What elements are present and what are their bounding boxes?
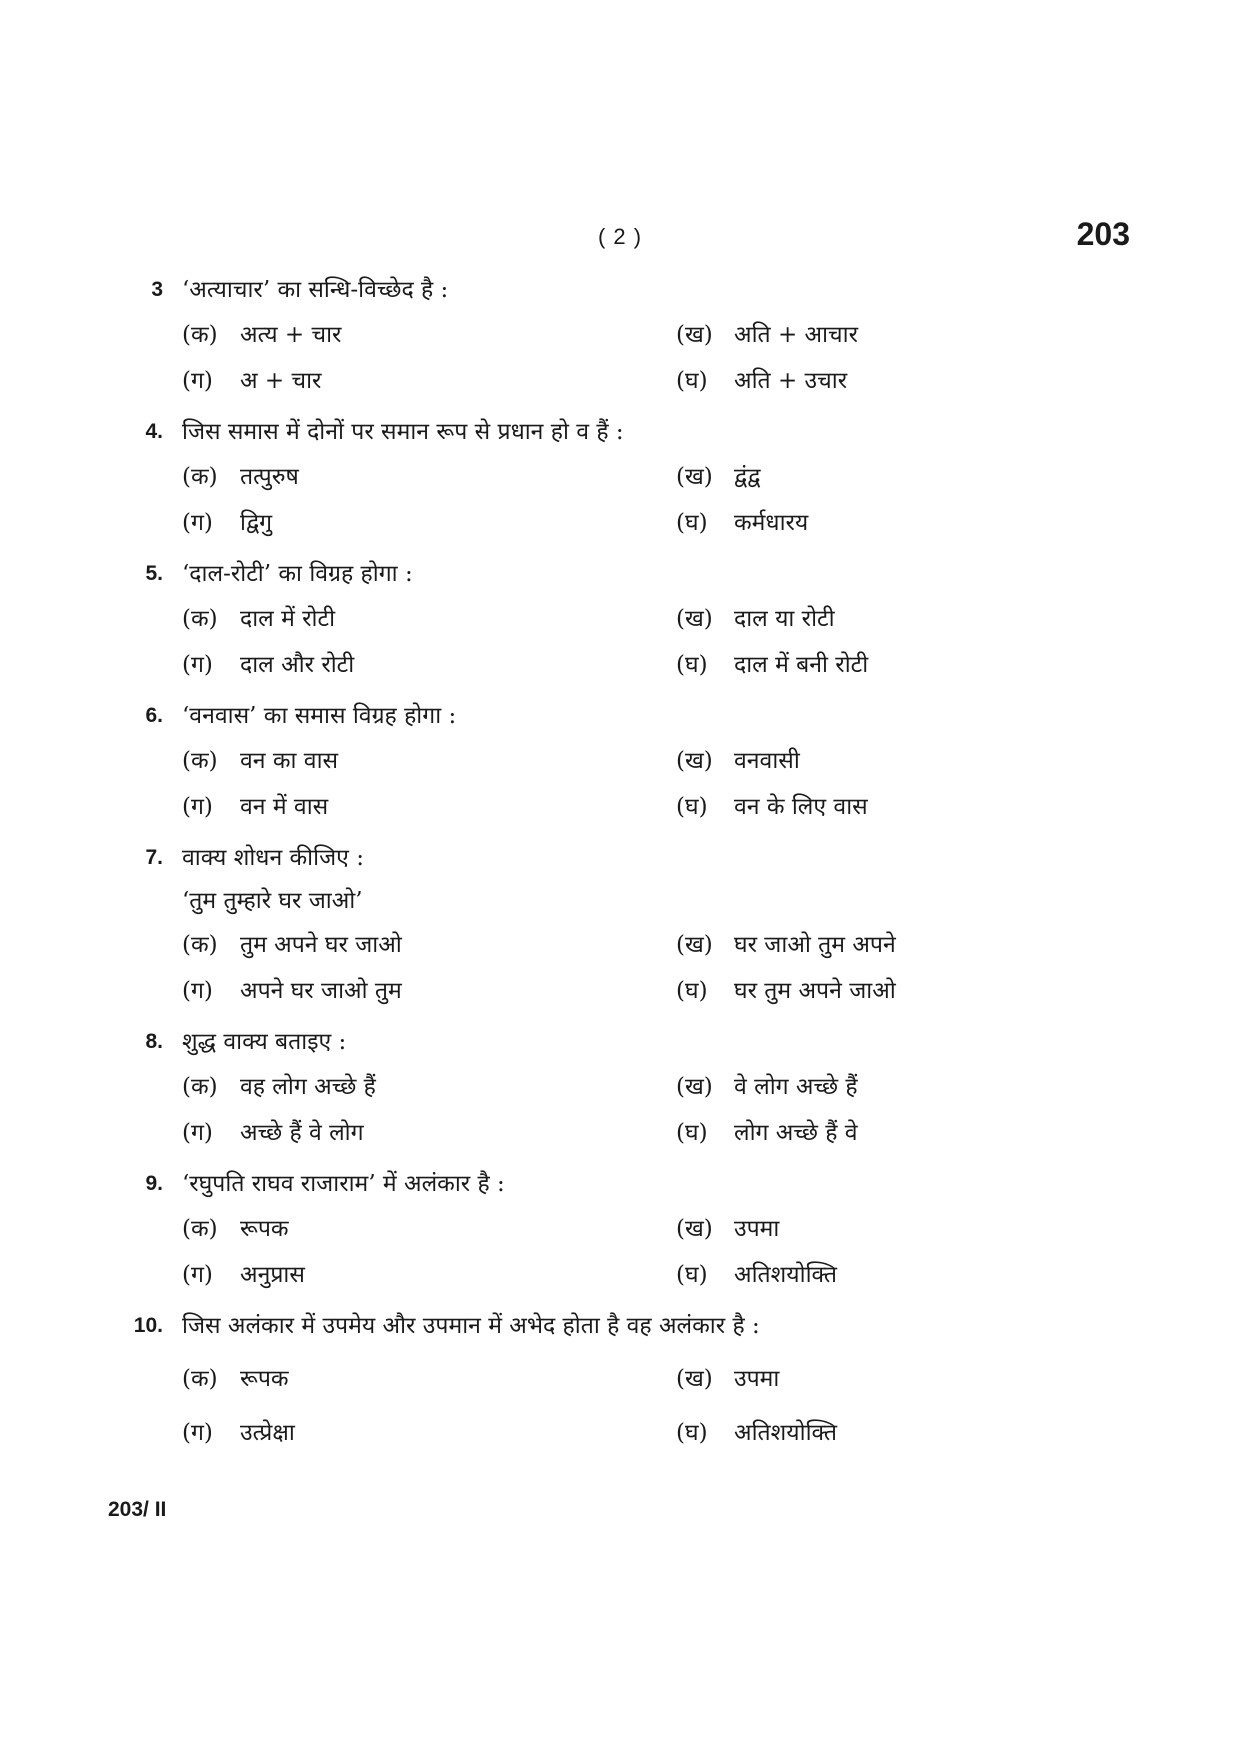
option-gha <box>676 1410 837 1456</box>
question-text: शुद्ध वाक्य बताइए : <box>182 1029 347 1055</box>
option-text: अपने घर जाओ तुम <box>240 978 402 1004</box>
option-label: (घ) <box>676 1262 708 1288</box>
option-text: अतिशयोक्ति <box>734 1262 837 1288</box>
question-6 <box>0 694 1240 830</box>
question-number: 10. <box>133 1314 163 1337</box>
option-label: (ग) <box>182 1420 213 1446</box>
option-label: (घ) <box>676 510 708 536</box>
question-number: 5. <box>145 562 163 585</box>
option-text: दाल या रोटी <box>734 606 835 632</box>
option-gha <box>676 500 808 546</box>
option-label: (ग) <box>182 652 213 678</box>
option-text: वन में वास <box>240 794 329 820</box>
option-label: (क) <box>182 1074 218 1100</box>
question-number: 9. <box>145 1172 163 1195</box>
option-gha <box>676 1110 858 1156</box>
question-text: ‘वनवास’ का समास विग्रह होगा : <box>182 703 457 729</box>
option-gha <box>676 784 868 830</box>
option-label: (क) <box>182 932 218 958</box>
question-text: जिस अलंकार में उपमेय और उपमान में अभेद होता है वह अलंकार है : <box>182 1313 760 1339</box>
option-text: उत्प्रेक्षा <box>240 1420 295 1446</box>
question-3 <box>0 268 1240 404</box>
option-label: (ग) <box>182 368 213 394</box>
option-label: (ख) <box>676 1216 713 1242</box>
option-label: (ग) <box>182 978 213 1004</box>
option-kha <box>676 596 835 642</box>
paper-code: 203 <box>1076 216 1130 252</box>
option-text: द्वंद्व <box>734 464 761 490</box>
option-label: (ग) <box>182 1120 213 1146</box>
question-8 <box>0 1020 1240 1156</box>
option-label: (घ) <box>676 652 708 678</box>
question-number: 8. <box>145 1030 163 1053</box>
option-kha <box>676 1206 779 1252</box>
option-label: (ख) <box>676 606 713 632</box>
option-label: (ख) <box>676 1366 713 1392</box>
option-label: (ख) <box>676 1074 713 1100</box>
option-ka <box>182 454 299 500</box>
question-9 <box>0 1162 1240 1298</box>
option-text: वन के लिए वास <box>734 794 868 820</box>
page-number: ( 2 ) <box>597 224 643 249</box>
option-ka <box>182 596 335 642</box>
option-kha <box>676 738 800 784</box>
option-gha <box>676 1252 837 1298</box>
option-label: (ख) <box>676 932 713 958</box>
option-label: (क) <box>182 1366 218 1392</box>
question-text: ‘दाल-रोटी’ का विग्रह होगा : <box>182 561 413 587</box>
option-gha <box>676 642 868 688</box>
option-label: (ख) <box>676 464 713 490</box>
question-subtext: ‘तुम तुम्हारे घर जाओ’ <box>182 888 363 914</box>
option-ka <box>182 1356 289 1402</box>
option-label: (क) <box>182 1216 218 1242</box>
question-text: ‘अत्याचार’ का सन्धि-विच्छेद है : <box>182 277 449 303</box>
option-ga <box>182 1110 364 1156</box>
option-ka <box>182 1206 289 1252</box>
option-label: (क) <box>182 322 218 348</box>
option-label: (घ) <box>676 1120 708 1146</box>
option-text: द्विगु <box>240 510 273 536</box>
option-label: (क) <box>182 606 218 632</box>
option-kha <box>676 454 760 500</box>
option-label: (घ) <box>676 1420 708 1446</box>
option-label: (ग) <box>182 1262 213 1288</box>
question-list <box>0 268 1240 1462</box>
option-text: वह लोग अच्छे हैं <box>240 1074 376 1100</box>
question-4 <box>0 410 1240 546</box>
option-text: घर जाओ तुम अपने <box>734 932 896 958</box>
question-7 <box>0 836 1240 1014</box>
option-kha <box>676 312 858 358</box>
option-text: घर तुम अपने जाओ <box>734 978 896 1004</box>
option-gha <box>676 968 896 1014</box>
option-text: वनवासी <box>734 748 800 774</box>
option-ka <box>182 312 341 358</box>
option-ga <box>182 784 328 830</box>
option-text: कर्मधारय <box>734 510 809 536</box>
option-ga <box>182 1252 305 1298</box>
option-text: उपमा <box>734 1216 780 1242</box>
option-text: दाल में रोटी <box>240 606 336 632</box>
option-ga <box>182 1410 295 1456</box>
option-ga <box>182 358 321 404</box>
option-text: लोग अच्छे हैं वे <box>734 1120 858 1146</box>
option-label: (घ) <box>676 794 708 820</box>
option-text: दाल में बनी रोटी <box>734 652 869 678</box>
option-text: अत्य + चार <box>240 322 342 348</box>
option-ka <box>182 738 338 784</box>
question-10 <box>0 1304 1240 1456</box>
option-kha <box>676 922 896 968</box>
option-text: रूपक <box>240 1216 289 1242</box>
option-text: अनुप्रास <box>240 1262 305 1288</box>
footer-code: 203/ II <box>108 1498 167 1521</box>
question-text: ‘रघुपति राघव राजाराम’ में अलंकार है : <box>182 1171 505 1197</box>
option-label: (ख) <box>676 748 713 774</box>
option-label: (क) <box>182 748 218 774</box>
option-label: (घ) <box>676 368 708 394</box>
option-gha <box>676 358 847 404</box>
option-text: अच्छे हैं वे लोग <box>240 1120 364 1146</box>
option-label: (ग) <box>182 794 213 820</box>
option-ka <box>182 1064 376 1110</box>
option-ga <box>182 968 402 1014</box>
question-5 <box>0 552 1240 688</box>
option-ga <box>182 500 272 546</box>
question-text: वाक्य शोधन कीजिए : <box>182 845 364 871</box>
question-number: 6. <box>145 704 163 727</box>
option-label: (घ) <box>676 978 708 1004</box>
option-label: (ग) <box>182 510 213 536</box>
option-text: अति + आचार <box>734 322 859 348</box>
question-text: जिस समास में दोनों पर समान रूप से प्रधान हो व हैं : <box>182 419 624 445</box>
question-number: 3 <box>151 278 163 301</box>
option-label: (ख) <box>676 322 713 348</box>
option-ga <box>182 642 354 688</box>
option-text: रूपक <box>240 1366 289 1392</box>
option-text: वे लोग अच्छे हैं <box>734 1074 858 1100</box>
option-ka <box>182 922 402 968</box>
option-text: दाल और रोटी <box>240 652 355 678</box>
option-text: तत्पुरुष <box>240 464 299 490</box>
option-label: (क) <box>182 464 218 490</box>
option-text: अ + चार <box>240 368 322 394</box>
option-text: अति + उचार <box>734 368 848 394</box>
option-text: अतिशयोक्ति <box>734 1420 837 1446</box>
option-text: तुम अपने घर जाओ <box>240 932 402 958</box>
question-number: 4. <box>145 420 163 443</box>
option-kha <box>676 1064 858 1110</box>
option-text: वन का वास <box>240 748 339 774</box>
question-number: 7. <box>145 846 163 869</box>
option-text: उपमा <box>734 1366 780 1392</box>
option-kha <box>676 1356 779 1402</box>
